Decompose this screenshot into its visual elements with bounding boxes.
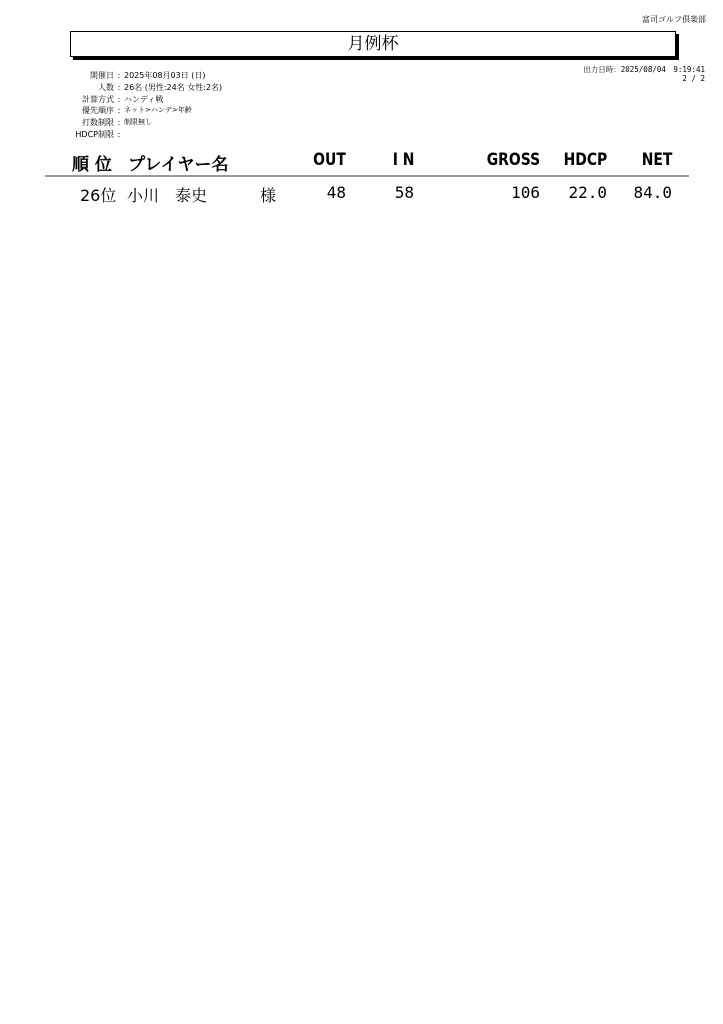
info-value: 26名 (男性:24名 女性:2名) — [124, 82, 223, 92]
info-colon: : — [117, 118, 121, 128]
info-label: 開催日 — [90, 71, 114, 80]
info-row-date — [60, 70, 222, 82]
col-header-player: プレイヤー名 — [128, 155, 229, 175]
row-gross: 106 — [511, 183, 540, 202]
info-label: 計算方式 — [82, 94, 114, 104]
row-player-name: 小川 泰史 — [127, 186, 208, 205]
printed-datetime: 出力日時：2025/08/04 9:19:41 — [583, 65, 705, 74]
info-row-method — [60, 94, 222, 106]
info-row-priority — [60, 105, 222, 117]
info-colon: : — [117, 94, 121, 104]
row-in: 58 — [394, 183, 414, 202]
info-value: ネット>ハンデ>年齢 — [124, 106, 192, 115]
info-value: 制限無し — [124, 118, 152, 127]
col-header-gross: GROSS — [486, 150, 540, 170]
info-label: HDCP制限 — [75, 129, 114, 139]
row-net: 84.0 — [633, 183, 672, 202]
page-number: 2 / 2 — [682, 74, 705, 83]
row-rank: 26位 — [80, 186, 117, 205]
header-divider — [45, 175, 689, 177]
col-header-rank: 順 位 — [72, 155, 112, 175]
col-header-net: NET — [641, 150, 672, 170]
info-label: 優先順序 — [82, 106, 114, 116]
info-value: ハンディ戦 — [124, 94, 164, 104]
row-hdcp: 22.0 — [568, 183, 607, 202]
col-header-out: OUT — [313, 150, 346, 170]
info-colon: : — [117, 106, 121, 116]
club-name: 富司ゴルフ倶楽部 — [642, 15, 706, 24]
info-value: 2025年08月03日 (日) — [124, 71, 206, 80]
row-honorific: 様 — [260, 186, 277, 205]
info-label: 人数 — [98, 82, 114, 92]
info-row-stroke-limit — [60, 117, 222, 129]
info-colon: : — [117, 129, 121, 139]
event-info — [60, 70, 222, 141]
info-colon: : — [117, 82, 121, 92]
report-title: 月例杯 — [70, 31, 676, 57]
col-header-in: I N — [392, 150, 414, 170]
info-colon: : — [117, 71, 121, 80]
col-header-hdcp: HDCP — [563, 150, 607, 170]
info-row-players — [60, 82, 222, 94]
row-out: 48 — [326, 183, 346, 202]
info-row-hdcp-limit — [60, 129, 222, 141]
info-label: 打数制限 — [82, 118, 114, 128]
